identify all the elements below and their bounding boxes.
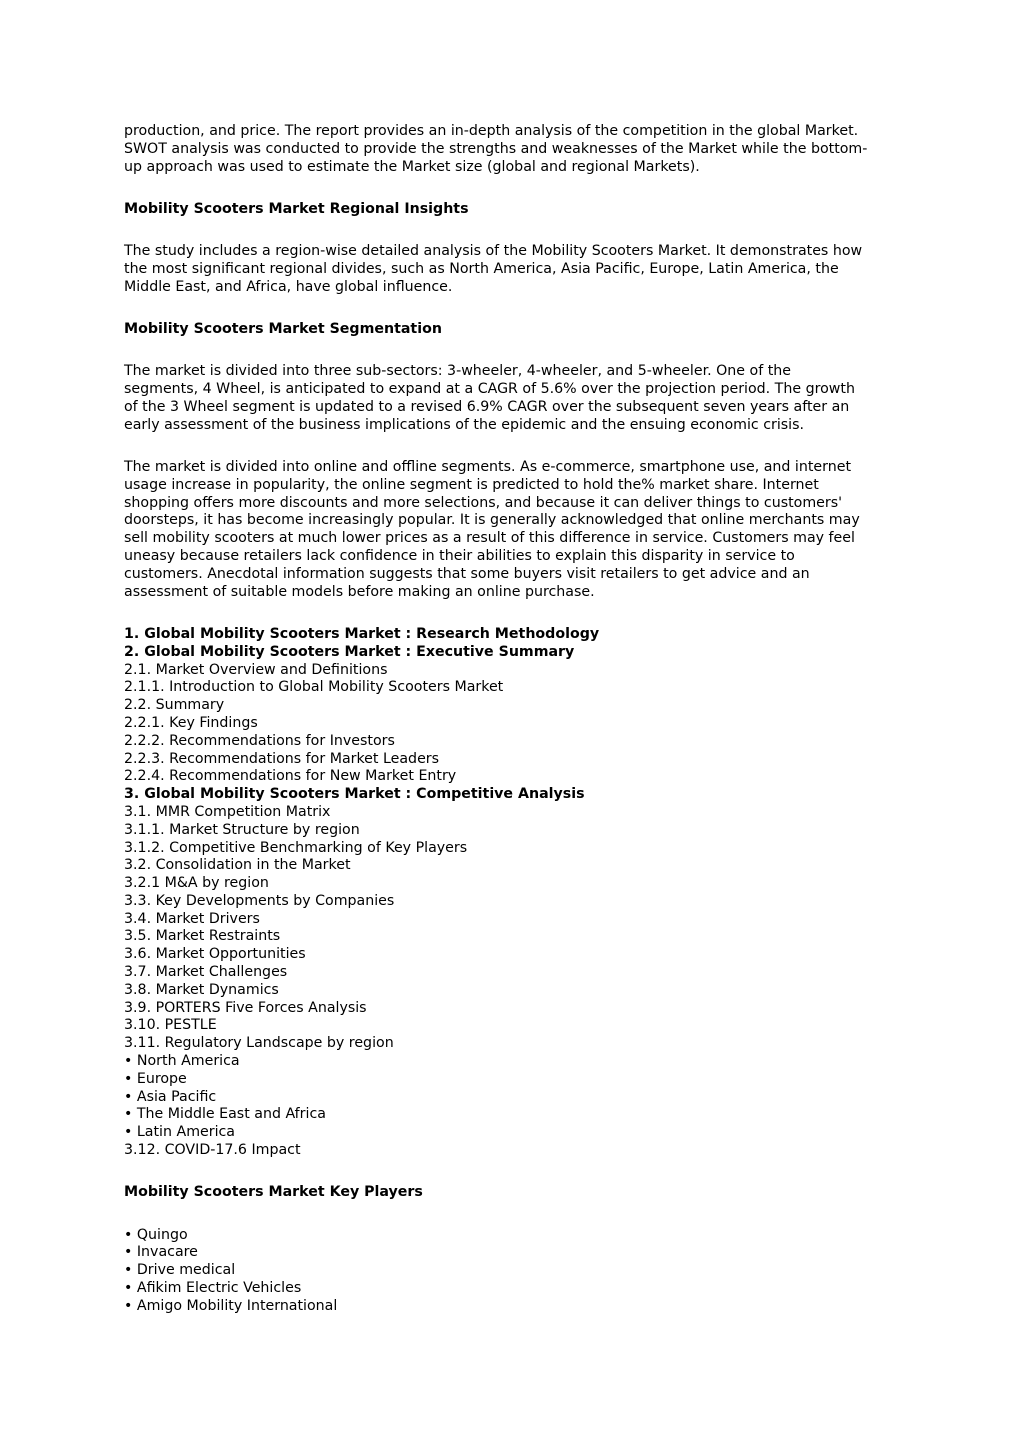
toc-line: • Asia Pacific [124,1088,217,1105]
toc-line: 3.9. PORTERS Five Forces Analysis [124,999,367,1016]
toc-line: 3.7. Market Challenges [124,964,288,981]
toc-line: 3.12. COVID-17.6 Impact [124,1142,301,1159]
toc-line: 3.1.1. Market Structure by region [124,821,360,838]
toc-line: 3.3. Key Developments by Companies [124,892,395,909]
toc-line: 3.6. Market Opportunities [124,946,306,963]
segmentation-paragraph-wheels: The market is divided into three sub-sectors: 3-wheeler, 4-wheeler, and 5-wheeler. One of the segments, 4 Wheel, is anticipated to expand at a CAGR of 5.6% over the projection period. The growth of the 3 Wheel segment is updated to a revised 6.9% CAGR over the subsequent seven years after an early assessment of the business implications of the epidemic and the ensuing economic crisis. [124,363,855,433]
toc-line: • The Middle East and Africa [124,1106,326,1123]
segmentation-heading: Mobility Scooters Market Segmentation [124,321,442,338]
toc-line: 3. Global Mobility Scooters Market : Competitive Analysis [124,786,585,803]
toc-line: 3.1. MMR Competition Matrix [124,803,331,820]
document-page [124,123,899,1316]
toc-line: 3.2. Consolidation in the Market [124,857,351,874]
segmentation-paragraph-channels: The market is divided into online and offline segments. As e-commerce, smartphone use, and internet usage increase in popularity, the online segment is predicted to hold the% market share. Internet shopping offers more discounts and more selections, and because it can deliver things to customers' doorsteps, it has become increasingly popular. It is generally acknowledged that online merchants may sell mobility scooters at much lower prices as a result of this difference in service. Customers may feel uneasy because retailers lack confidence in their abilities to explain this disparity in service to customers. Anecdotal information suggests that some buyers visit retailers to get advice and an assessment of suitable models before making an online purchase. [124,459,860,600]
toc-line: 1. Global Mobility Scooters Market : Research Methodology [124,625,600,642]
toc-line: 3.8. Market Dynamics [124,981,279,998]
toc-line: • Europe [124,1070,187,1087]
list-item: • Drive medical [124,1262,236,1279]
list-item: • Amigo Mobility International [124,1297,338,1314]
toc-line: 2.2.1. Key Findings [124,714,258,731]
toc-line: • Latin America [124,1124,236,1141]
key-players-list [124,1227,899,1316]
toc-line: 2.2. Summary [124,697,225,714]
toc-line: 2.1.1. Introduction to Global Mobility Scooters Market [124,679,504,696]
toc-line: 3.1.2. Competitive Benchmarking of Key Players [124,839,468,856]
toc-line: 2. Global Mobility Scooters Market : Executive Summary [124,643,575,660]
list-item: • Invacare [124,1244,198,1261]
key-players-heading: Mobility Scooters Market Key Players [124,1184,423,1201]
list-item: • Quingo [124,1226,188,1243]
toc-line: 3.10. PESTLE [124,1017,217,1034]
toc-line: 2.2.2. Recommendations for Investors [124,732,395,749]
toc-line: 2.2.3. Recommendations for Market Leaders [124,750,440,767]
toc-line: 3.2.1 M&A by region [124,875,269,892]
toc-line: 3.11. Regulatory Landscape by region [124,1035,394,1052]
table-of-contents [124,626,899,1160]
regional-insights-paragraph: The study includes a region-wise detailed analysis of the Mobility Scooters Market. It demonstrates how the most significant regional divides, such as North America, Asia Pacific, Europe, Latin America, the Middle East, and Africa, have global influence. [124,243,863,295]
list-item: • Afikim Electric Vehicles [124,1280,302,1297]
regional-insights-heading: Mobility Scooters Market Regional Insights [124,200,469,217]
toc-line: 2.1. Market Overview and Definitions [124,661,388,678]
intro-paragraph: production, and price. The report provides an in-depth analysis of the competition in the global Market. SWOT analysis was conducted to provide the strengths and weaknesses of the Market while the bottom- up approach was used to estimate the Market size (global and regional Markets). [124,123,868,175]
toc-line: 3.5. Market Restraints [124,928,281,945]
toc-line: 2.2.4. Recommendations for New Market Entry [124,768,457,785]
toc-line: 3.4. Market Drivers [124,910,260,927]
toc-line: • North America [124,1053,240,1070]
